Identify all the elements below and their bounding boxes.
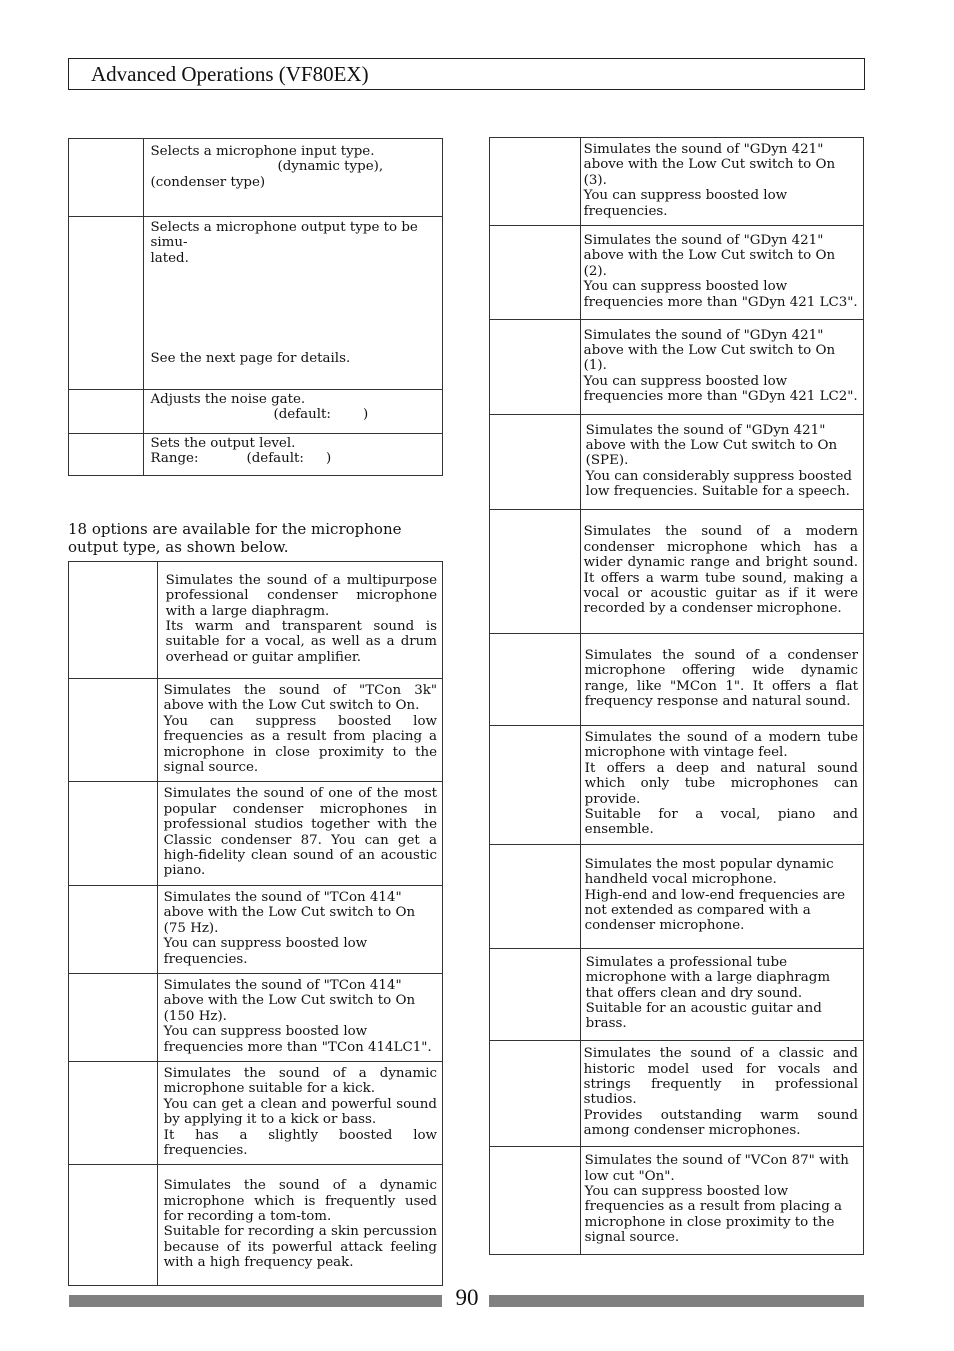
footer-bar-right — [489, 1295, 864, 1307]
mic-type-name-cell — [490, 1146, 581, 1254]
param-name-cell — [69, 217, 144, 390]
mic-type-name-cell — [490, 948, 581, 1040]
param-row-output-type — [69, 217, 443, 390]
mic-type-name-cell — [490, 634, 581, 726]
mic-type-name-cell — [490, 510, 581, 634]
mic-type-row — [69, 562, 443, 679]
mic-type-row — [490, 138, 864, 226]
mic-type-desc: Simulates the sound of "GDyn 421" above with the Low Cut switch to On (SPE). You can considerably suppress boosted low frequencies. Suitable for a speech. — [580, 415, 863, 510]
mic-type-row — [69, 679, 443, 782]
mic-type-desc: Simulates the sound of a modern tube microphone with vintage feel. It offers a deep and natural sound which only tube microphones can provide. Suitable for a vocal, piano and ensemble. — [580, 726, 863, 845]
mic-type-name-cell — [69, 782, 158, 885]
mic-type-name-cell — [490, 415, 581, 510]
footer-bar-left — [69, 1295, 442, 1307]
mic-type-desc: Simulates the sound of a classic and historic model used for vocals and strings frequently in professional studios. Provides outstanding warm sound among condenser microphones. — [580, 1040, 863, 1146]
param-name-cell — [69, 434, 144, 476]
page-number: 90 — [455, 1285, 479, 1310]
param-desc-cell — [144, 390, 443, 434]
mic-type-name-cell — [69, 1061, 158, 1164]
mic-type-name-cell — [490, 226, 581, 320]
mic-type-name-cell — [490, 1040, 581, 1146]
mic-type-desc: Simulates the sound of a dynamic microphone which is frequently used for recording a tom-tom. Suitable for recording a skin percussion because of its powerful attack feeling with a high frequency peak. — [157, 1165, 442, 1286]
mic-type-row — [490, 415, 864, 510]
mic-type-name-cell — [490, 726, 581, 845]
mic-type-desc: Simulates the most popular dynamic handheld vocal microphone. High-end and low-end frequencies are not extended as compared with a condenser microphone. — [580, 844, 863, 948]
param-row-input-type — [69, 139, 443, 217]
param-desc-line: See the next page for details. — [150, 351, 351, 366]
mic-type-desc: Simulates the sound of "VCon 87" with low cut "On". You can suppress boosted low frequencies as a result from placing a microphone in close proximity to the signal source. — [580, 1146, 863, 1254]
mic-type-desc: Simulates the sound of "GDyn 421" above with the Low Cut switch to On (2). You can suppress boosted low frequencies more than "GDyn 421 LC3". — [580, 226, 863, 320]
mic-type-desc: Simulates the sound of "GDyn 421" above with the Low Cut switch to On (1). You can suppress boosted low frequencies more than "GDyn 421 LC2". — [580, 320, 863, 415]
mic-type-desc: Simulates the sound of one of the most popular condenser microphones in professional studios together with the Classic condenser 87. You can get a high-fidelity clean sound of an acoustic piano. — [157, 782, 442, 885]
mic-type-name-cell — [69, 1165, 158, 1286]
page-title: Advanced Operations (VF80EX) — [91, 62, 369, 86]
param-desc-line: lated. — [150, 250, 189, 266]
mic-type-row — [490, 1040, 864, 1146]
mic-type-row — [490, 726, 864, 845]
mic-type-desc: Simulates the sound of "TCon 414" above with the Low Cut switch to On (150 Hz). You can suppress boosted low frequencies more than "TCon 414LC1". — [157, 973, 442, 1061]
param-desc-cell — [144, 434, 443, 476]
param-desc-line: Range: (default: ) — [150, 451, 332, 467]
mic-type-row — [490, 320, 864, 415]
param-name-cell — [69, 390, 144, 434]
mic-type-row — [69, 885, 443, 973]
mic-type-row — [490, 226, 864, 320]
param-desc-line: (condenser type) — [150, 174, 266, 190]
param-row-output-level — [69, 434, 443, 476]
mic-type-row — [69, 1165, 443, 1286]
mic-type-desc: Simulates the sound of "TCon 3k" above with the Low Cut switch to On. You can suppress boosted low frequencies as a result from placing a microphone in close proximity to the signal source. — [157, 679, 442, 782]
mic-type-name-cell — [69, 885, 158, 973]
mic-type-desc: Simulates the sound of a multipurpose professional condenser microphone with a large diaphragm. Its warm and transparent sound is suitable for a vocal, as well as a drum overhead or guitar amplifier. — [157, 562, 442, 679]
intro-paragraph: 18 options are available for the microphone output type, as shown below. — [68, 520, 402, 556]
mic-type-desc: Simulates the sound of a dynamic microphone suitable for a kick. You can get a clean and powerful sound by applying it to a kick or bass. It has a slightly boosted low frequencies. — [157, 1061, 442, 1164]
param-desc-line: (default: ) — [273, 407, 369, 423]
mic-type-name-cell — [69, 679, 158, 782]
param-desc-line: Selects a microphone input type. — [150, 144, 375, 159]
mic-type-name-cell — [490, 138, 581, 226]
mic-types-table-right — [489, 137, 864, 1255]
page-header — [68, 58, 865, 90]
mic-type-row — [490, 634, 864, 726]
mic-type-row — [490, 510, 864, 634]
mic-type-row — [490, 1146, 864, 1254]
param-desc-cell — [144, 139, 443, 217]
param-row-noise-gate — [69, 390, 443, 434]
mic-type-desc: Simulates the sound of a condenser microphone offering wide dynamic range, like "MCon 1". It offers a flat frequency response and natural sound. — [580, 634, 863, 726]
mic-types-table-left — [68, 561, 443, 1286]
mic-type-name-cell — [490, 844, 581, 948]
mic-type-name-cell — [69, 562, 158, 679]
mic-type-desc: Simulates the sound of "GDyn 421" above with the Low Cut switch to On (3). You can suppress boosted low frequencies. — [580, 138, 863, 226]
mic-type-desc: Simulates the sound of "TCon 414" above with the Low Cut switch to On (75 Hz). You can suppress boosted low frequencies. — [157, 885, 442, 973]
mic-type-desc: Simulates the sound of a modern condenser microphone which has a wider dynamic range and bright sound. It offers a warm tube sound, making a vocal or acoustic guitar as if it were recorded by a condenser microphone. — [580, 510, 863, 634]
mic-type-row — [490, 948, 864, 1040]
param-desc-line: Selects a microphone output type to be simu- — [150, 220, 418, 251]
mic-type-row — [69, 973, 443, 1061]
mic-type-row — [69, 1061, 443, 1164]
mic-type-name-cell — [490, 320, 581, 415]
param-desc-cell — [144, 217, 443, 390]
mic-type-row — [490, 844, 864, 948]
mic-type-desc: Simulates a professional tube microphone with a large diaphragm that offers clean and dry sound. Suitable for an acoustic guitar and brass. — [580, 948, 863, 1040]
mic-type-row — [69, 782, 443, 885]
param-desc-line: Sets the output level. — [150, 436, 296, 451]
param-desc-line: Adjusts the noise gate. — [150, 392, 306, 407]
mic-type-name-cell — [69, 973, 158, 1061]
param-name-cell — [69, 139, 144, 217]
param-desc-line: (dynamic type), — [277, 159, 384, 175]
parameters-table — [68, 138, 443, 476]
